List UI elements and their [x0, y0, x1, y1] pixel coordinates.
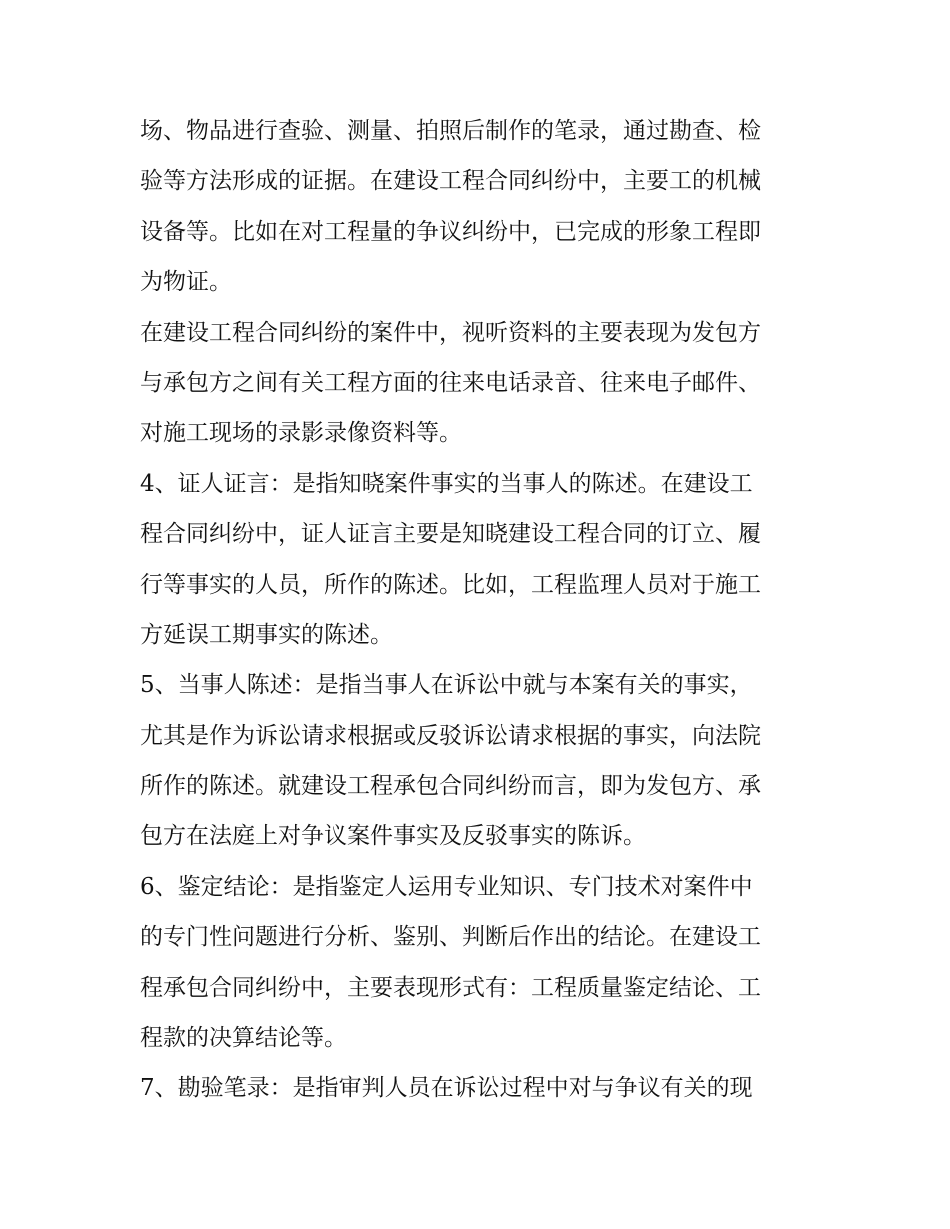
paragraph-expert-conclusion: [140, 862, 820, 1064]
document-body: [140, 106, 820, 1114]
text-line: 与承包方之间有关工程方面的往来电话录音、往来电子邮件、: [140, 369, 761, 396]
paragraph-inspection-record: [140, 1063, 820, 1113]
text-line: 包方在法庭上对争议案件事实及反驳事实的陈诉。: [140, 823, 646, 850]
text-line: 场、物品进行查验、测量、拍照后制作的笔录，通过勘查、检: [140, 118, 761, 144]
paragraph-party-statement: [140, 660, 820, 862]
text-line: 程合同纠纷中，证人证言主要是知晓建设工程合同的订立、履: [140, 521, 761, 548]
paragraph-physical-evidence: [140, 106, 820, 308]
text-line: 的专门性问题进行分析、鉴别、判断后作出的结论。在建设工: [140, 924, 761, 951]
text-line: 程款的决算结论等。: [140, 1025, 347, 1052]
text-line: 4、证人证言：是指知晓案件事实的当事人的陈述。在建设工: [140, 470, 753, 497]
text-line: 验等方法形成的证据。在建设工程合同纠纷中，主要工的机械: [140, 168, 761, 195]
text-line: 在建设工程合同纠纷的案件中，视听资料的主要表现为发包方: [140, 319, 761, 346]
text-line: 设备等。比如在对工程量的争议纠纷中，已完成的形象工程即: [140, 218, 761, 245]
text-line: 方延误工期事实的陈述。: [140, 621, 393, 648]
text-line: 7、勘验笔录：是指审判人员在诉讼过程中对与争议有关的现: [140, 1075, 753, 1102]
text-line: 5、当事人陈述：是指当事人在诉讼中就与本案有关的事实，: [140, 672, 753, 699]
text-line: 为物证。: [140, 269, 232, 296]
text-line: 6、鉴定结论：是指鉴定人运用专业知识、专门技术对案件中: [140, 873, 753, 900]
paragraph-witness-testimony: [140, 459, 820, 661]
text-line: 行等事实的人员，所作的陈述。比如，工程监理人员对于施工: [140, 571, 761, 598]
text-line: 尤其是作为诉讼请求根据或反驳诉讼请求根据的事实，向法院: [140, 722, 761, 749]
text-line: 对施工现场的录影录像资料等。: [140, 420, 462, 447]
paragraph-audiovisual: [140, 308, 820, 459]
text-line: 所作的陈述。就建设工程承包合同纠纷而言，即为发包方、承: [140, 773, 761, 800]
text-line: 程承包合同纠纷中，主要表现形式有：工程质量鉴定结论、工: [140, 974, 761, 1001]
